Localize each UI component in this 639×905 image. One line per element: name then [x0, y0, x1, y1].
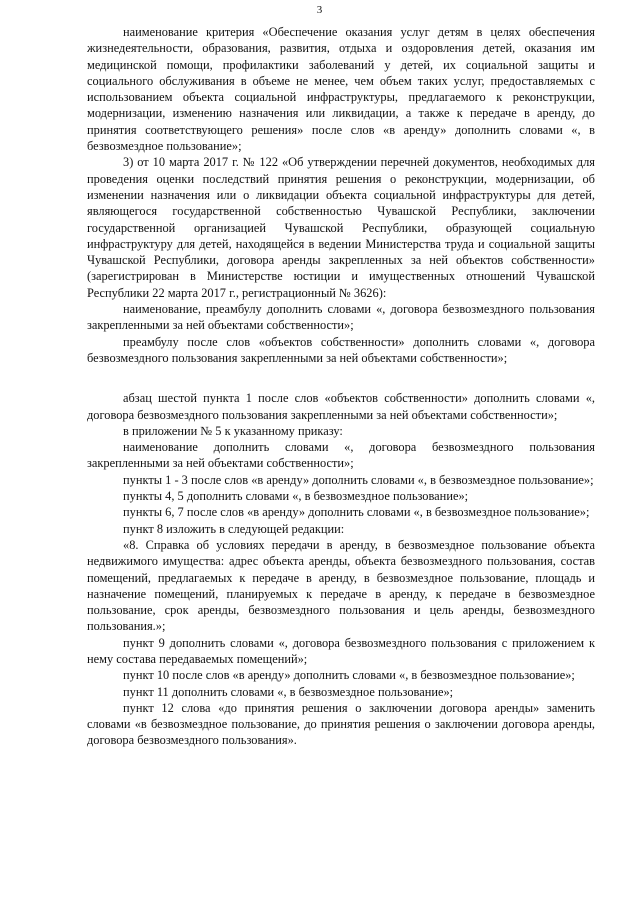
paragraph: пункты 6, 7 после слов «в аренду» дополнить словами «, в безвозмездное пользование»;: [123, 505, 590, 520]
paragraph: пункт 8 изложить в следующей редакции:: [123, 521, 345, 536]
paragraph: наименование, преамбулу дополнить словами «, договора безвозмездного пользования закрепленными за ней объектами собственности»;: [87, 302, 595, 333]
document-body: [87, 24, 595, 749]
paragraph: в приложении № 5 к указанному приказу:: [123, 423, 343, 438]
paragraph: пункты 4, 5 дополнить словами «, в безвозмездное пользование»;: [123, 489, 469, 504]
paragraph: пункт 11 дополнить словами «, в безвозмездное пользование»;: [123, 684, 454, 699]
paragraph: 3) от 10 марта 2017 г. № 122 «Об утверждении перечней документов, необходимых для проведения оценки последствий принятия решения о реконструкции, модернизации, об изменении назначения или о ликвидации объекта социальной инфраструктуры для детей, являющегося государственной собственностью Чувашской Республики, заключении государственной организацией Чувашской Республики, образующей социальную инфраструктуру для детей, находящейся в ведении Министерства труда и социальной защиты Чувашской Республики, договора аренды закрепленных за ней объектов собственности» (зарегистрирован в Министерстве юстиции и имущественных отношений Чувашской Республики 22 марта 2017 г., регистрационный № 3626):: [87, 155, 595, 300]
page-number: 3: [316, 4, 323, 16]
paragraph: наименование критерия «Обеспечение оказания услуг детям в целях обеспечения жизнедеятельности, образования, развития, отдыха и оздоровления детей, оказания им медицинской помощи, профилактики заболеваний у детей, их социальной защиты и социального обслуживания в объеме не менее, чем объем таких услуг, предоставляемых с использованием объекта социальной инфраструктуры, предлагаемого к реконструкции, модернизации, изменению назначения или ликвидации, а также к передаче в аренду, до принятия соответствующего решения» после слов «в аренду» дополнить словами «, в безвозмездное пользование»;: [87, 25, 595, 154]
paragraph: пункт 9 дополнить словами «, договора безвозмездного пользования с приложением к нему состава передаваемых помещений»;: [87, 635, 595, 666]
paragraph: пункт 10 после слов «в аренду» дополнить словами «, в безвозмездное пользование»;: [123, 668, 575, 683]
paragraph: «8. Справка об условиях передачи в аренду, в безвозмездное пользование объекта недвижимого имущества: адрес объекта аренды, объекта безвозмездного пользования, состав помещений, предлагаемых к передаче в аренду, в безвозмездное пользование, площадь и назначение помещений, планируемых к передаче в аренду, к передаче в безвозмездное пользование, срок аренды, безвозмездного пользования и цель аренды, безвозмездного пользования.»;: [87, 537, 595, 634]
paragraph: абзац шестой пункта 1 после слов «объектов собственности» дополнить словами «, договора безвозмездного пользования закрепленными за ней объектами собственности»;: [87, 391, 595, 422]
paragraph: пункты 1 - 3 после слов «в аренду» дополнить словами «, в безвозмездное пользование»;: [123, 472, 594, 487]
paragraph: наименование дополнить словами «, договора безвозмездного пользования закрепленными за ней объектами собственности»;: [87, 440, 595, 471]
paragraph: пункт 12 слова «до принятия решения о заключении договора аренды» заменить словами «в безвозмездное пользование, до принятия решения о заключении договора аренды, договора безвозмездного пользования».: [87, 700, 595, 748]
paragraph: преамбулу после слов «объектов собственности» дополнить словами «, договора безвозмездного пользования закрепленными за ней объектами собственности»;: [87, 334, 595, 365]
